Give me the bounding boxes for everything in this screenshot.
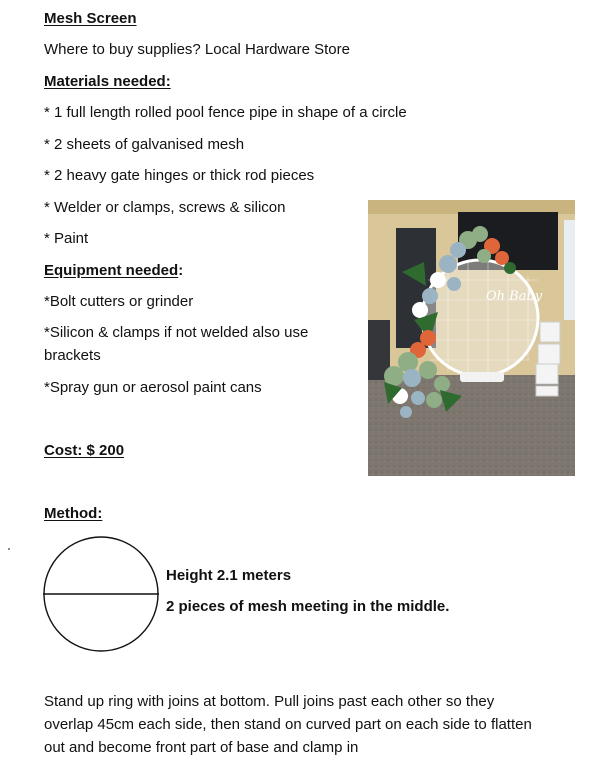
- stray-dot: [8, 548, 10, 550]
- materials-item: * 1 full length rolled pool fence pipe in shape of a circle: [44, 104, 407, 121]
- photo-illustration: [368, 200, 575, 476]
- materials-item: * 2 heavy gate hinges or thick rod pieces: [44, 167, 315, 184]
- ring-diagram: [42, 535, 160, 653]
- equipment-item: *Bolt cutters or grinder: [44, 293, 194, 310]
- materials-heading: Materials needed:: [44, 73, 171, 90]
- window: [564, 220, 575, 320]
- equipment-heading-text: Equipment needed: [44, 262, 179, 279]
- equipment-item: *Spray gun or aerosol paint cans: [44, 379, 262, 396]
- mesh-label: 2 pieces of mesh meeting in the middle.: [166, 598, 450, 615]
- where-to-buy: Where to buy supplies? Local Hardware Store: [44, 41, 350, 58]
- equipment-heading-colon: :: [178, 262, 184, 279]
- ring-base: [460, 372, 504, 382]
- height-label: Height 2.1 meters: [166, 567, 292, 584]
- method-instructions: Stand up ring with joins at bottom. Pull joins past each other so they overlap 45cm each side, then stand on curved part on each side to flatten out and become front part of base and clamp in: [44, 693, 532, 756]
- materials-item: * 2 sheets of galvanised mesh: [44, 136, 245, 153]
- equipment-heading: [44, 261, 183, 281]
- materials-item: * Paint: [44, 230, 89, 247]
- cost-label: Cost: $ 200: [44, 442, 125, 459]
- page-title: Mesh Screen: [44, 10, 137, 27]
- equipment-item: *Silicon & clamps if not welded also use brackets: [44, 324, 309, 364]
- wall-trim: [368, 200, 575, 214]
- method-heading: Method:: [44, 505, 103, 522]
- sign-text: Oh Baby: [486, 289, 543, 304]
- materials-item: * Welder or clamps, screws & silicon: [44, 199, 286, 216]
- balloon-arch-photo: [368, 200, 575, 476]
